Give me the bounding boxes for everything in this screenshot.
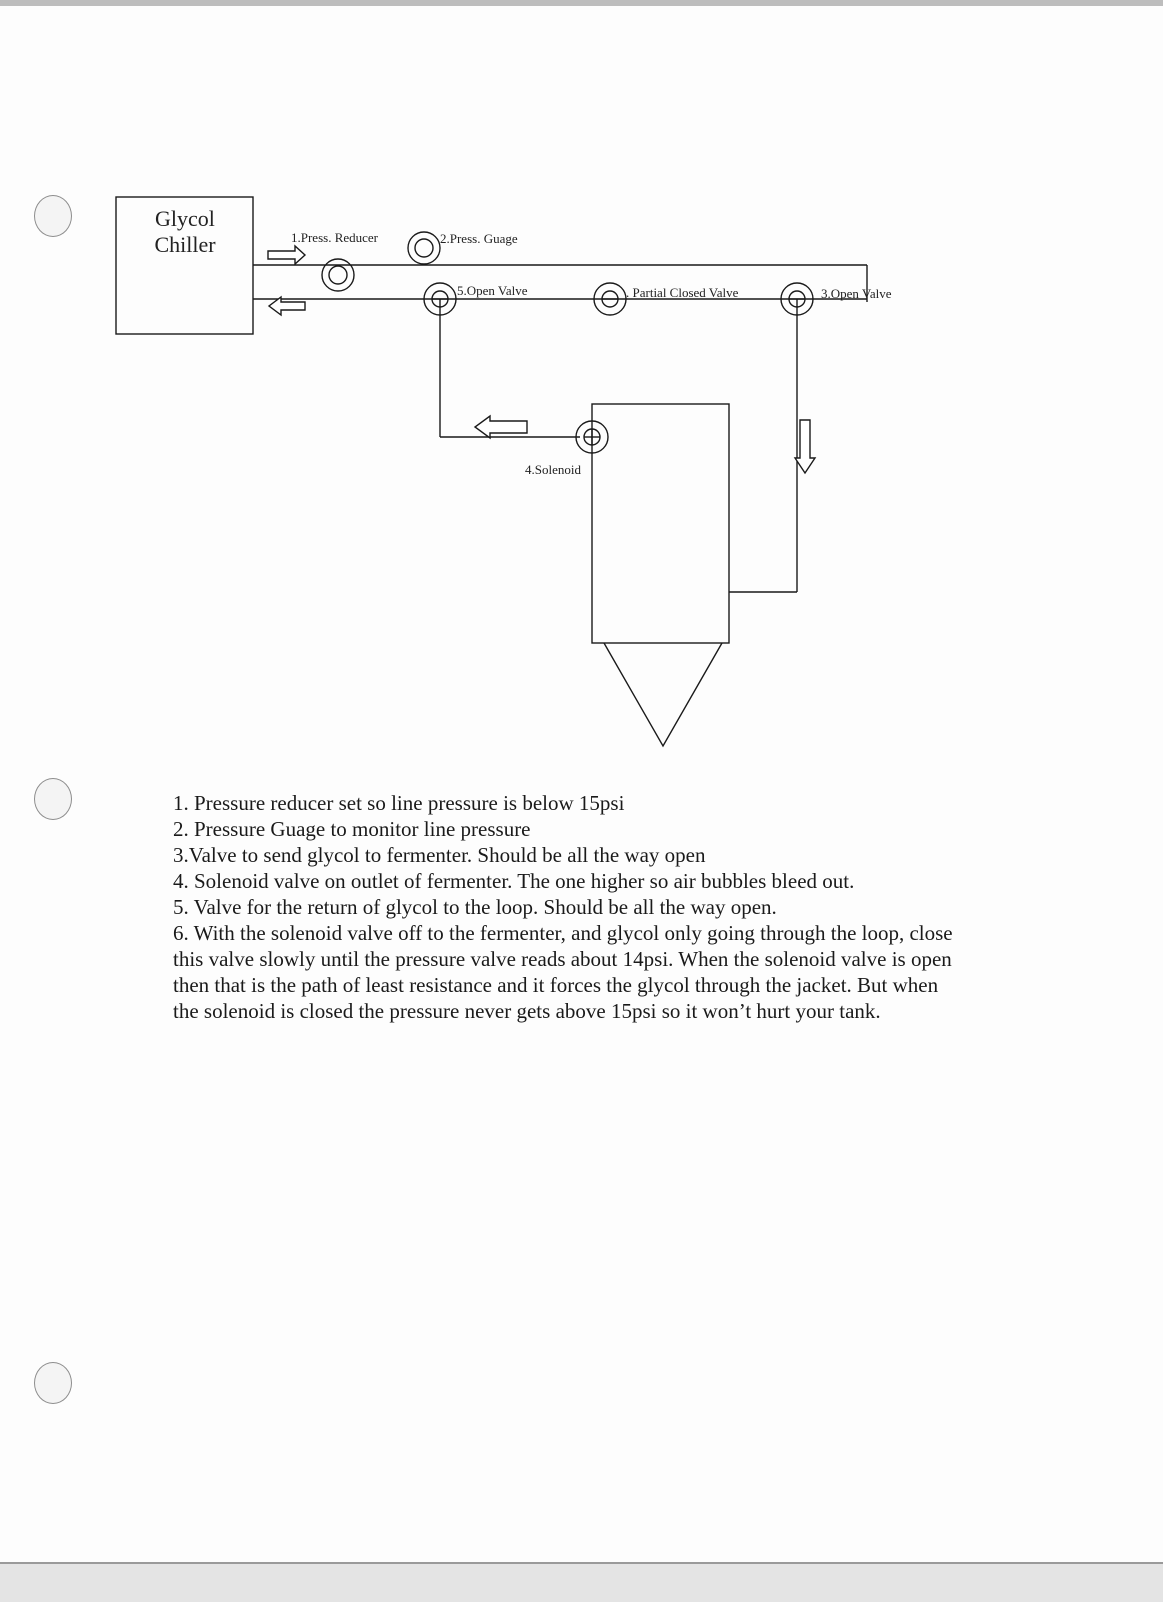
note-item-1: 1. Pressure reducer set so line pressure is below 15psi <box>173 791 625 815</box>
note-item-2: 2. Pressure Guage to monitor line pressure <box>173 817 531 841</box>
flow-arrow-left <box>269 297 305 315</box>
pressure-gauge-icon <box>408 232 440 264</box>
solenoid-label: 4.Solenoid <box>525 462 581 477</box>
fermenter-tank <box>592 404 729 643</box>
notes-list <box>173 790 973 1024</box>
note-item-6: 6. With the solenoid valve off to the fermenter, and glycol only going through the loop, close this valve slowly until the pressure valve reads about 14psi. When the solenoid valve is open then that is the path of least resistance and it forces the glycol through the jacket. But when the solenoid is closed the pressure never gets above 15psi so it won’t hurt your tank. <box>173 921 953 1023</box>
flow-arrow-down <box>795 420 815 473</box>
open-valve-3-label: 3.Open Valve <box>821 286 892 301</box>
partial-closed-valve-label: . Partial Closed Valve <box>626 285 739 300</box>
flow-arrow-left-solenoid <box>475 416 527 438</box>
open-valve-5-label: 5.Open Valve <box>457 283 528 298</box>
flow-arrow-right <box>268 246 305 264</box>
press-guage-label: 2.Press. Guage <box>440 231 518 246</box>
glycol-loop-diagram <box>0 0 1163 780</box>
note-item-5: 5. Valve for the return of glycol to the loop. Should be all the way open. <box>173 895 777 919</box>
note-item-4: 4. Solenoid valve on outlet of fermenter. The one higher so air bubbles bleed out. <box>173 869 855 893</box>
press-reducer-label: 1.Press. Reducer <box>291 230 379 245</box>
chiller-label-line2: Chiller <box>154 232 216 257</box>
binder-hole-bottom <box>34 1362 72 1404</box>
fermenter-cone <box>604 643 722 746</box>
scan-edge-bottom <box>0 1562 1163 1602</box>
binder-hole-middle <box>34 778 72 820</box>
chiller-label-line1: Glycol <box>155 206 215 231</box>
note-item-3: 3.Valve to send glycol to fermenter. Should be all the way open <box>173 843 706 867</box>
pressure-reducer-icon <box>322 259 354 291</box>
